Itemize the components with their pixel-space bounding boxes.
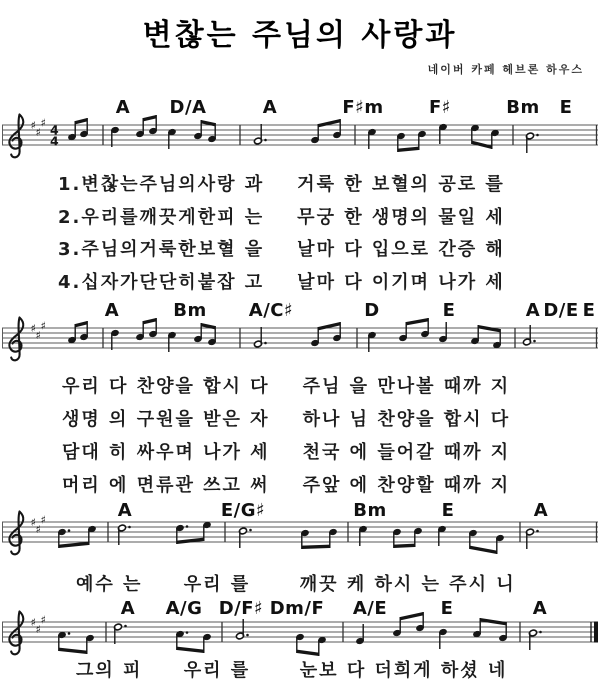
key-signature-sharp-icon: ♯: [30, 616, 36, 629]
lyric-line: 3.주님의거룩한보혈 을 날마 다 입으로 간증 해: [58, 239, 505, 260]
time-signature-top: 4: [50, 122, 59, 138]
key-signature-sharp-icon: ♯: [40, 319, 46, 333]
chord-label: E/G♯: [220, 500, 266, 521]
beamed-note-pair: [68, 321, 89, 344]
beamed-note-pair: [194, 323, 217, 346]
lyric-line: 담대 히 싸우며 나가 세 천국 에 들어갈 때까 지: [62, 442, 511, 463]
key-signature-sharp-icon: ♯: [30, 516, 36, 529]
beamed-note-pair: [194, 120, 217, 143]
half-note: [254, 327, 267, 348]
half-note: [254, 124, 267, 145]
quarter-note: [438, 525, 447, 546]
key-signature-sharp-icon: ♯: [35, 523, 41, 536]
lyric-line: 예수 는 우리 를 깨끗 케 하시 는 주시 니: [76, 574, 516, 595]
treble-clef-icon: [9, 512, 23, 555]
chord-label: D/F♯: [218, 598, 264, 619]
quarter-note: [368, 331, 377, 352]
key-signature-sharp-icon: ♯: [35, 126, 41, 139]
staff-system-3: [0, 492, 600, 566]
key-signature-sharp-icon: ♯: [30, 322, 36, 335]
key-signature-sharp-icon: ♯: [40, 613, 46, 627]
beamed-note-pair: [58, 631, 95, 654]
chord-label: E: [582, 300, 596, 321]
chord-label: Bm: [506, 97, 540, 118]
quarter-note: [439, 628, 448, 649]
lyric-line: 1.변찮는주님의사랑 과 거룩 한 보혈의 공로 를: [58, 174, 505, 195]
lyric-line: 머리 에 면류관 쓰고 써 주앞 에 찬양할 때까 지: [62, 475, 511, 496]
beamed-note-pair: [301, 528, 338, 549]
time-signature-bottom: 4: [50, 133, 59, 149]
lyric-line: 4.십자가단단히붙잡 고 날마 다 이기며 나가 세: [58, 271, 505, 293]
half-note: [526, 528, 539, 549]
chord-label: A/G: [165, 598, 203, 619]
staff-system-2: [0, 298, 600, 372]
chord-label: A/E: [352, 598, 388, 619]
quarter-note: [368, 128, 377, 149]
chord-label: F♯: [428, 97, 452, 118]
chord-label: A: [117, 500, 133, 521]
chord-label: D/A: [169, 97, 207, 118]
chord-label: A: [533, 500, 549, 521]
key-signature-sharp-icon: ♯: [30, 119, 36, 132]
chord-label: E: [440, 598, 454, 619]
quarter-note: [439, 322, 448, 343]
chord-label: A: [120, 598, 136, 619]
treble-clef-icon: [9, 115, 23, 158]
quarter-note: [359, 525, 368, 546]
quarter-note: [439, 123, 448, 144]
chord-label: D: [364, 300, 380, 321]
chord-label: E: [442, 300, 456, 321]
chord-label: A: [525, 300, 541, 321]
key-signature-sharp-icon: ♯: [40, 513, 46, 527]
quarter-note: [111, 329, 120, 350]
credit-text: 네이버 카페 헤브론 하우스: [427, 63, 584, 76]
beamed-note-pair: [68, 118, 89, 141]
key-signature-sharp-icon: ♯: [35, 623, 41, 636]
chord-label: Bm: [353, 500, 387, 521]
treble-clef-icon: [9, 612, 23, 655]
beamed-note-pair: [393, 612, 425, 637]
chord-label: A: [532, 598, 548, 619]
lyric-line: 그의 피 우리 를 눈보 다 더희게 하셨 네: [76, 660, 508, 681]
beamed-note-pair: [176, 521, 212, 544]
beamed-note-pair: [397, 130, 427, 152]
key-signature-sharp-icon: ♯: [35, 329, 41, 342]
chord-label: A/C♯: [248, 300, 294, 321]
quarter-note: [168, 128, 177, 149]
chord-label: E: [441, 500, 455, 521]
beamed-note-pair: [471, 325, 502, 349]
chord-label: A: [115, 97, 131, 118]
quarter-note: [168, 331, 177, 352]
lyric-line: 우리 다 찬양을 합시 다 주님 을 만나볼 때까 지: [62, 376, 511, 397]
final-barline-thick: [594, 622, 598, 643]
chord-label: Bm: [173, 300, 207, 321]
treble-clef-icon: [9, 318, 23, 361]
quarter-note: [111, 126, 120, 147]
chord-label: D/E: [543, 300, 579, 321]
chord-label: Dm/F: [269, 598, 325, 619]
song-title: 변찮는 주님의 사랑과: [142, 18, 458, 53]
half-note: [114, 623, 127, 644]
chord-label: E: [559, 97, 573, 118]
beamed-note-pair: [136, 115, 158, 138]
lyric-line: 생명 의 구원을 받은 자 하나 님 찬양을 합시 다: [62, 409, 511, 430]
half-note: [529, 629, 542, 650]
beamed-note-pair: [136, 318, 158, 341]
half-note: [526, 132, 539, 153]
beamed-note-pair: [393, 527, 423, 548]
half-note: [239, 527, 252, 548]
chord-label: A: [104, 300, 120, 321]
lyric-line: 2.우리를깨끗게한피 는 무궁 한 생명의 물일 세: [58, 206, 505, 228]
key-signature-sharp-icon: ♯: [40, 116, 46, 130]
chord-label: F♯m: [342, 97, 384, 118]
chord-label: A: [262, 97, 278, 118]
